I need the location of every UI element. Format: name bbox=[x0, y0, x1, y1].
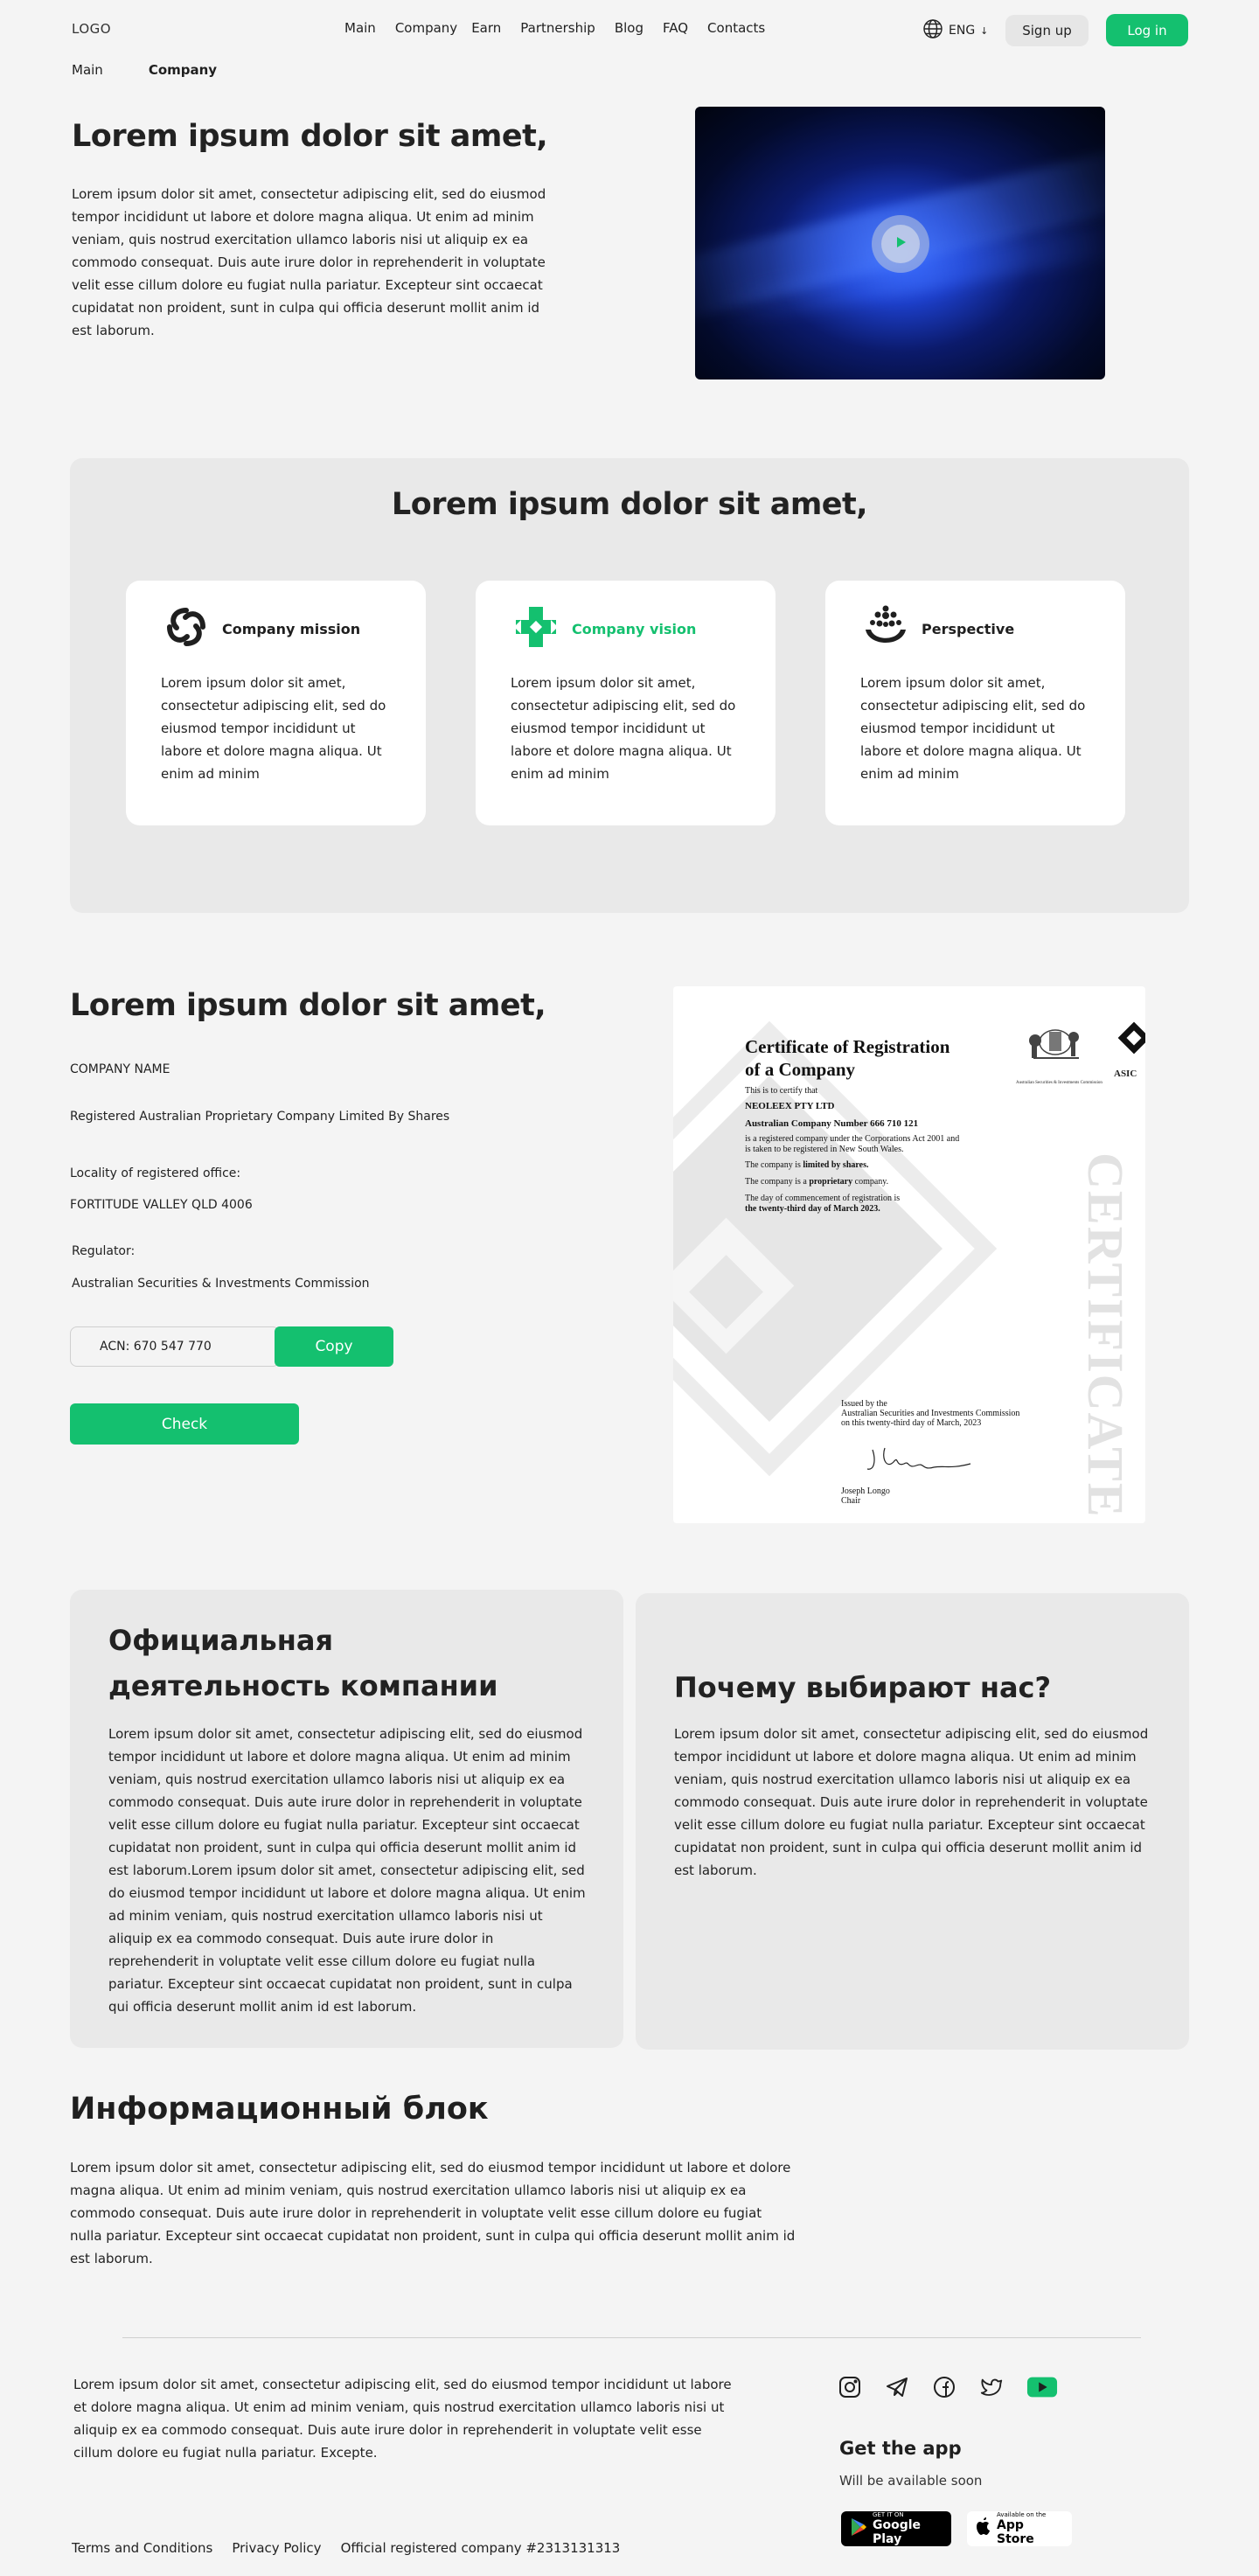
nav-blog[interactable]: Blog bbox=[614, 20, 643, 36]
certificate-line: is a registered company under the Corporations Act 2001 and bbox=[745, 1134, 960, 1144]
footer-links bbox=[72, 2540, 639, 2556]
dotted-bowl-icon bbox=[860, 602, 911, 656]
nav-contacts[interactable]: Contacts bbox=[707, 20, 766, 36]
asic-text: ASIC bbox=[1114, 1069, 1137, 1079]
asic-logo bbox=[1016, 1018, 1145, 1085]
vision-card bbox=[476, 581, 776, 825]
breadcrumb-current: Company bbox=[148, 62, 218, 78]
terms-link[interactable]: Terms and Conditions bbox=[72, 2540, 213, 2556]
certificate-title: Certificate of Registration bbox=[745, 1036, 950, 1057]
play-button[interactable] bbox=[872, 215, 929, 273]
login-button[interactable]: Log in bbox=[1106, 14, 1188, 46]
perspective-card bbox=[825, 581, 1125, 825]
telegram-icon[interactable] bbox=[885, 2375, 909, 2399]
google-play-icon bbox=[850, 2517, 867, 2540]
nav-earn[interactable]: Earn bbox=[471, 20, 502, 36]
play-icon bbox=[893, 234, 908, 254]
certificate-line: is taken to be registered in New South Wales. bbox=[745, 1145, 904, 1154]
google-play-button[interactable] bbox=[841, 2511, 951, 2546]
certificate-date: the twenty-third day of March 2023. bbox=[745, 1204, 880, 1214]
breadcrumb-home[interactable]: Main bbox=[72, 62, 103, 78]
asic-subtext: Australian Securities & Investments Commission bbox=[1016, 1081, 1102, 1085]
info-block-text: Lorem ipsum dolor sit amet, consectetur adipiscing elit, sed do eiusmod tempor incididunt ut labore et dolore magna aliqua. Ut enim ad minim veniam, quis nostrud exercitation ullamco laboris nisi ut aliquip ex ea commodo consequat. Duis aute irure dolor in reprehenderit in voluptate velit esse cillum dolore eu fugiat nulla pariatur. Excepteur sint occaecat cupidatat non proident, sunt in culpa qui officia deserunt mollit anim id est laborum. bbox=[70, 2160, 796, 2266]
official-registration: Official registered company #2313131313 bbox=[340, 2540, 621, 2556]
nav-company[interactable]: Company bbox=[394, 20, 458, 36]
card-title: Company vision bbox=[572, 620, 697, 637]
company-title: Lorem ipsum dolor sit amet, bbox=[70, 988, 546, 1023]
certificate-watermark: CERTIFICATE bbox=[1077, 1152, 1134, 1519]
social-links bbox=[838, 2375, 1058, 2399]
acn-value: ACN: 670 547 770 bbox=[100, 1340, 212, 1354]
google-play-label: Google Play bbox=[873, 2518, 922, 2546]
card-text: Lorem ipsum dolor sit amet, consectetur adipiscing elit, sed do eiusmod tempor incididunt ut labore et dolore magna aliqua. Ut enim ad minim bbox=[860, 675, 1086, 782]
signer-name: Joseph Longo bbox=[841, 1486, 890, 1496]
official-activity-panel bbox=[70, 1590, 623, 2048]
certificate-acn: Australian Company Number 666 710 121 bbox=[745, 1118, 919, 1129]
swirl-icon bbox=[161, 602, 212, 656]
regulator-value: Australian Securities & Investments Commission bbox=[72, 1277, 370, 1291]
certificate-line: company. bbox=[854, 1177, 889, 1187]
nav-main[interactable]: Main bbox=[344, 20, 376, 36]
available-soon-text: Will be available soon bbox=[839, 2473, 983, 2489]
breadcrumb bbox=[72, 62, 217, 78]
chevron-down-icon: ↓ bbox=[980, 24, 989, 37]
issued-line: Issued by the bbox=[841, 1399, 887, 1409]
signature bbox=[864, 1443, 977, 1478]
app-store-small: Available on the bbox=[997, 2511, 1047, 2518]
google-play-small: GET IT ON bbox=[873, 2511, 904, 2518]
card-text: Lorem ipsum dolor sit amet, consectetur adipiscing elit, sed do eiusmod tempor incididunt ut labore et dolore magna aliqua. Ut enim ad minim bbox=[511, 675, 736, 782]
signer-role: Chair bbox=[841, 1496, 861, 1506]
nav-partnership[interactable]: Partnership bbox=[520, 20, 595, 36]
mission-title: Lorem ipsum dolor sit amet, bbox=[391, 487, 868, 522]
hero-text: Lorem ipsum dolor sit amet, consectetur adipiscing elit, sed do eiusmod tempor incididunt ut labore et dolore magna aliqua. Ut enim ad minim veniam, quis nostrud exercitation ullamco laboris nisi ut aliquip ex ea commodo consequat. Duis aute irure dolor in reprehenderit in voluptate velit esse cillum dolore eu fugiat nulla pariatur. Excepteur sint occaecat cupidatat non proident, sunt in culpa qui officia deserunt mollit anim id est laborum. bbox=[72, 186, 546, 338]
certificate-company: NEOLEEX PTY LTD bbox=[745, 1101, 835, 1111]
app-store-button[interactable] bbox=[967, 2511, 1072, 2546]
acn-field[interactable] bbox=[70, 1326, 280, 1367]
certificate-line: The day of commencement of registration is bbox=[745, 1194, 901, 1203]
facebook-icon[interactable] bbox=[932, 2375, 956, 2399]
why-choose-us-panel bbox=[636, 1593, 1189, 2050]
language-label: ENG bbox=[949, 24, 976, 38]
certificate-limited: limited by shares. bbox=[803, 1160, 869, 1170]
company-type: Registered Australian Proprietary Company Limited By Shares bbox=[70, 1110, 450, 1124]
language-selector[interactable] bbox=[922, 18, 988, 43]
certify-line: This is to certify that bbox=[745, 1086, 818, 1096]
nav-faq[interactable]: FAQ bbox=[662, 20, 689, 36]
cross-diamond-icon bbox=[511, 602, 561, 656]
logo[interactable]: LOGO bbox=[72, 21, 112, 37]
issued-line: Australian Securities and Investments Commission bbox=[841, 1409, 1020, 1418]
company-name-label: COMPANY NAME bbox=[70, 1062, 170, 1076]
youtube-icon[interactable] bbox=[1026, 2375, 1058, 2399]
copy-button[interactable]: Copy bbox=[275, 1326, 393, 1367]
card-title: Company mission bbox=[222, 620, 361, 637]
panel-text: Lorem ipsum dolor sit amet, consectetur adipiscing elit, sed do eiusmod tempor incididunt ut labore et dolore magna aliqua. Ut enim ad minim veniam, quis nostrud exercitation ullamco laboris nisi ut aliquip ex ea commodo consequat. Duis aute irure dolor in reprehenderit in voluptate velit esse cillum dolore eu fugiat nulla pariatur. Excepteur sint occaecat cupidatat non proident, sunt in culpa qui officia deserunt mollit anim id est laborum.Lorem ipsum dolor sit amet, consectetur adipiscing elit, sed do eiusmod tempor incididunt ut labore et dolore magna aliqua. Ut enim ad minim veniam, quis nostrud exercitation ullamco laboris nisi ut aliquip ex ea commodo consequat. Duis aute irure dolor in reprehenderit in voluptate velit esse cillum dolore eu fugiat nulla pariatur. Excepteur sint occaecat cupidatat non proident, sunt in culpa qui officia deserunt mollit anim id est laborum. bbox=[108, 1726, 586, 2015]
main-nav bbox=[344, 20, 784, 36]
hero-title: Lorem ipsum dolor sit amet, bbox=[72, 119, 548, 154]
card-text: Lorem ipsum dolor sit amet, consectetur adipiscing elit, sed do eiusmod tempor incididunt ut labore et dolore magna aliqua. Ut enim ad minim bbox=[161, 675, 386, 782]
app-store-label: App Store bbox=[997, 2518, 1034, 2546]
certificate-line: The company is bbox=[745, 1160, 801, 1170]
signup-button[interactable]: Sign up bbox=[1005, 15, 1089, 46]
check-button[interactable]: Check bbox=[70, 1403, 299, 1445]
globe-icon bbox=[922, 18, 943, 43]
certificate-proprietary: proprietary bbox=[809, 1177, 853, 1187]
office-label: Locality of registered office: bbox=[70, 1166, 241, 1180]
office-value: FORTITUDE VALLEY QLD 4006 bbox=[70, 1198, 253, 1212]
certificate-line: The company is a bbox=[745, 1177, 807, 1187]
certificate-subtitle: of a Company bbox=[745, 1059, 856, 1080]
twitter-icon[interactable] bbox=[979, 2375, 1004, 2399]
info-block-title: Информационный блок bbox=[70, 2092, 489, 2127]
footer-divider bbox=[122, 2337, 1141, 2338]
panel-title: Официальная деятельность компании bbox=[108, 1624, 498, 1702]
registration-certificate[interactable] bbox=[673, 986, 1145, 1523]
card-title: Perspective bbox=[922, 620, 1015, 637]
footer-text: Lorem ipsum dolor sit amet, consectetur adipiscing elit, sed do eiusmod tempor incididunt ut labore et dolore magna aliqua. Ut enim ad minim veniam, quis nostrud exercitation ullamco laboris nisi ut aliquip ex ea commodo consequat. Duis aute irure dolor in reprehenderit in voluptate velit esse cillum dolore eu fugiat nulla pariatur. Excepte. bbox=[73, 2377, 732, 2461]
regulator-label: Regulator: bbox=[72, 1244, 136, 1258]
panel-text: Lorem ipsum dolor sit amet, consectetur adipiscing elit, sed do eiusmod tempor incididunt ut labore et dolore magna aliqua. Ut enim ad minim veniam, quis nostrud exercitation ullamco laboris nisi ut aliquip ex ea commodo consequat. Duis aute irure dolor in reprehenderit in voluptate velit esse cillum dolore eu fugiat nulla pariatur. Excepteur sint occaecat cupidatat non proident, sunt in culpa qui officia deserunt mollit anim id est laborum. bbox=[674, 1726, 1149, 1878]
issued-line: on this twenty-third day of March, 2023 bbox=[841, 1418, 982, 1428]
video-player[interactable] bbox=[695, 107, 1105, 379]
privacy-link[interactable]: Privacy Policy bbox=[232, 2540, 322, 2556]
apple-icon bbox=[976, 2517, 991, 2540]
panel-title: Почему выбирают нас? bbox=[674, 1671, 1052, 1704]
get-app-title: Get the app bbox=[839, 2438, 962, 2459]
mission-card bbox=[126, 581, 426, 825]
instagram-icon[interactable] bbox=[838, 2375, 862, 2399]
